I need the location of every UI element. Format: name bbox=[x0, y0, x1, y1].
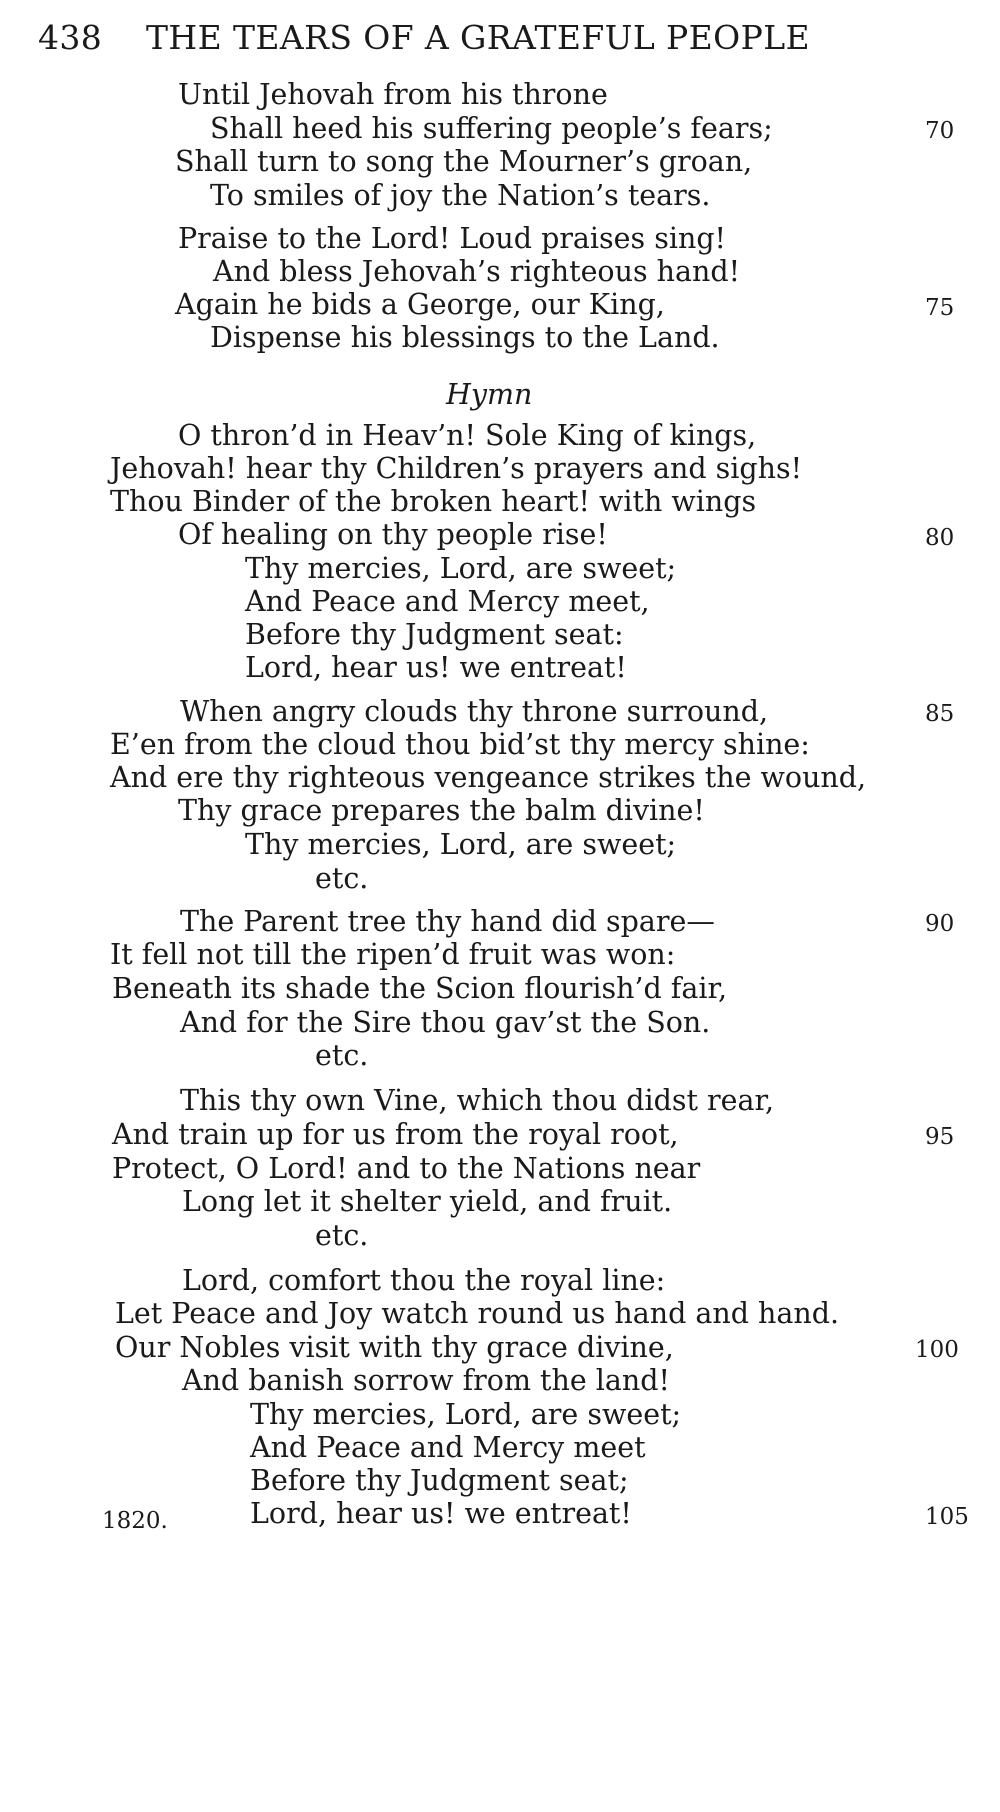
poem-line: Thou Binder of the broken heart! with wings bbox=[110, 485, 757, 518]
poem-line: etc. bbox=[315, 1219, 369, 1252]
poem-line: E’en from the cloud thou bid’st thy mercy shine: bbox=[110, 728, 810, 761]
poem-line: And ere thy righteous vengeance strikes the wound, bbox=[110, 761, 867, 794]
poem-line: Let Peace and Joy watch round us hand and hand. bbox=[115, 1297, 840, 1330]
line-number: 80 bbox=[925, 525, 955, 551]
poem-line: And Peace and Mercy meet bbox=[250, 1431, 646, 1464]
poem-line: Lord, comfort thou the royal line: bbox=[182, 1264, 666, 1297]
poem-line: Thy mercies, Lord, are sweet; bbox=[245, 552, 677, 585]
running-header bbox=[38, 18, 810, 57]
poem-line: Of healing on thy people rise! bbox=[178, 518, 608, 551]
line-number: 105 bbox=[925, 1504, 969, 1530]
poem-line: Long let it shelter yield, and fruit. bbox=[182, 1185, 673, 1218]
line-number: 75 bbox=[925, 295, 955, 321]
line-number: 90 bbox=[925, 911, 955, 937]
poem-line: Until Jehovah from his throne bbox=[178, 78, 608, 111]
poem-line: It fell not till the ripen’d fruit was won: bbox=[110, 938, 676, 971]
line-number: 100 bbox=[915, 1337, 959, 1363]
line-number: 70 bbox=[925, 118, 955, 144]
running-title: THE TEARS OF A GRATEFUL PEOPLE bbox=[146, 18, 811, 57]
poem-line: To smiles of joy the Nation’s tears. bbox=[210, 179, 711, 212]
poem-line: Shall heed his suffering people’s fears; bbox=[210, 112, 773, 145]
poem-line: Protect, O Lord! and to the Nations near bbox=[112, 1152, 701, 1185]
poem-line: Before thy Judgment seat; bbox=[250, 1464, 629, 1497]
poem-line: Lord, hear us! we entreat! bbox=[245, 651, 627, 684]
poem-line: Our Nobles visit with thy grace divine, bbox=[115, 1331, 674, 1364]
poem-line: And bless Jehovah’s righteous hand! bbox=[213, 255, 741, 288]
poem-line: Shall turn to song the Mourner’s groan, bbox=[175, 145, 753, 178]
hymn-heading: Hymn bbox=[446, 378, 533, 411]
poem-line: Before thy Judgment seat: bbox=[245, 618, 624, 651]
poem-line: Praise to the Lord! Loud praises sing! bbox=[178, 222, 727, 255]
poem-line: Again he bids a George, our King, bbox=[175, 288, 665, 321]
page-number: 438 bbox=[38, 18, 103, 57]
poem-line: etc. bbox=[315, 862, 369, 895]
poem-line: Lord, hear us! we entreat! bbox=[250, 1497, 632, 1530]
poem-line: Thy mercies, Lord, are sweet; bbox=[245, 828, 677, 861]
poem-line: etc. bbox=[315, 1039, 369, 1072]
poem-line: Dispense his blessings to the Land. bbox=[210, 321, 720, 354]
poem-line: Thy grace prepares the balm divine! bbox=[178, 794, 705, 827]
poem-line: The Parent tree thy hand did spare— bbox=[180, 905, 715, 938]
poem-line: And train up for us from the royal root, bbox=[112, 1118, 679, 1151]
poem-line: This thy own Vine, which thou didst rear, bbox=[180, 1084, 775, 1117]
poem-line: And banish sorrow from the land! bbox=[182, 1364, 670, 1397]
composition-date: 1820. bbox=[102, 1508, 168, 1534]
line-number: 95 bbox=[925, 1124, 955, 1150]
poem-line: When angry clouds thy throne surround, bbox=[180, 695, 769, 728]
poem-line: Beneath its shade the Scion flourish’d fair, bbox=[112, 972, 728, 1005]
poem-line: And for the Sire thou gav’st the Son. bbox=[180, 1006, 711, 1039]
poem-line: O thron’d in Heav’n! Sole King of kings, bbox=[178, 419, 757, 452]
poem-line: And Peace and Mercy meet, bbox=[245, 585, 650, 618]
line-number: 85 bbox=[925, 701, 955, 727]
poem-line: Thy mercies, Lord, are sweet; bbox=[250, 1398, 682, 1431]
poem-line: Jehovah! hear thy Children’s prayers and sighs! bbox=[110, 452, 803, 485]
